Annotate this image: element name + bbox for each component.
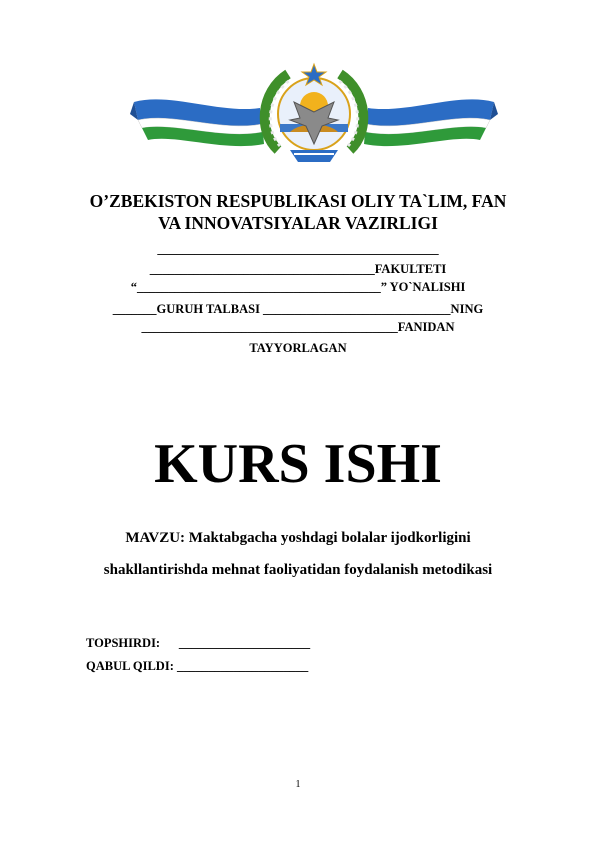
submitted-by-line: TOPSHIRDI: _____________________ xyxy=(86,636,311,650)
ministry-line-1: O’ZBEKISTON RESPUBLIKASI OLIY TA`LIM, FAN xyxy=(89,191,507,211)
topic-line-1: MAVZU: Maktabgacha yoshdagi bolalar ijodkorligini xyxy=(125,530,471,546)
ministry-line-2: VA INNOVATSIYALAR VAZIRLIGI xyxy=(158,213,438,233)
state-emblem xyxy=(130,62,498,166)
left-ribbon-icon xyxy=(130,99,264,146)
blank-line-1: _____________________________________________ xyxy=(157,242,439,256)
topic-block xyxy=(0,522,596,586)
group-student-line: _______GURUH TALBASI ______________________________NING xyxy=(112,302,484,316)
document-title: KURS ISHI xyxy=(154,433,442,495)
right-ribbon-icon xyxy=(364,99,498,146)
accepted-by-line: QABUL QILDI: _____________________ xyxy=(86,659,309,673)
faculty-line: ____________________________________FAKULTETI xyxy=(149,262,447,276)
direction-line: “_______________________________________” YO`NALISHI xyxy=(130,280,466,294)
subject-line: _________________________________________FANIDAN xyxy=(141,320,455,334)
topic-line-2: shakllantirishda mehnat faoliyatidan foydalanish metodikasi xyxy=(103,562,493,578)
ministry-heading xyxy=(0,190,596,234)
prepared-line: TAYYORLAGAN xyxy=(249,341,347,355)
page-number: 1 xyxy=(295,779,301,790)
